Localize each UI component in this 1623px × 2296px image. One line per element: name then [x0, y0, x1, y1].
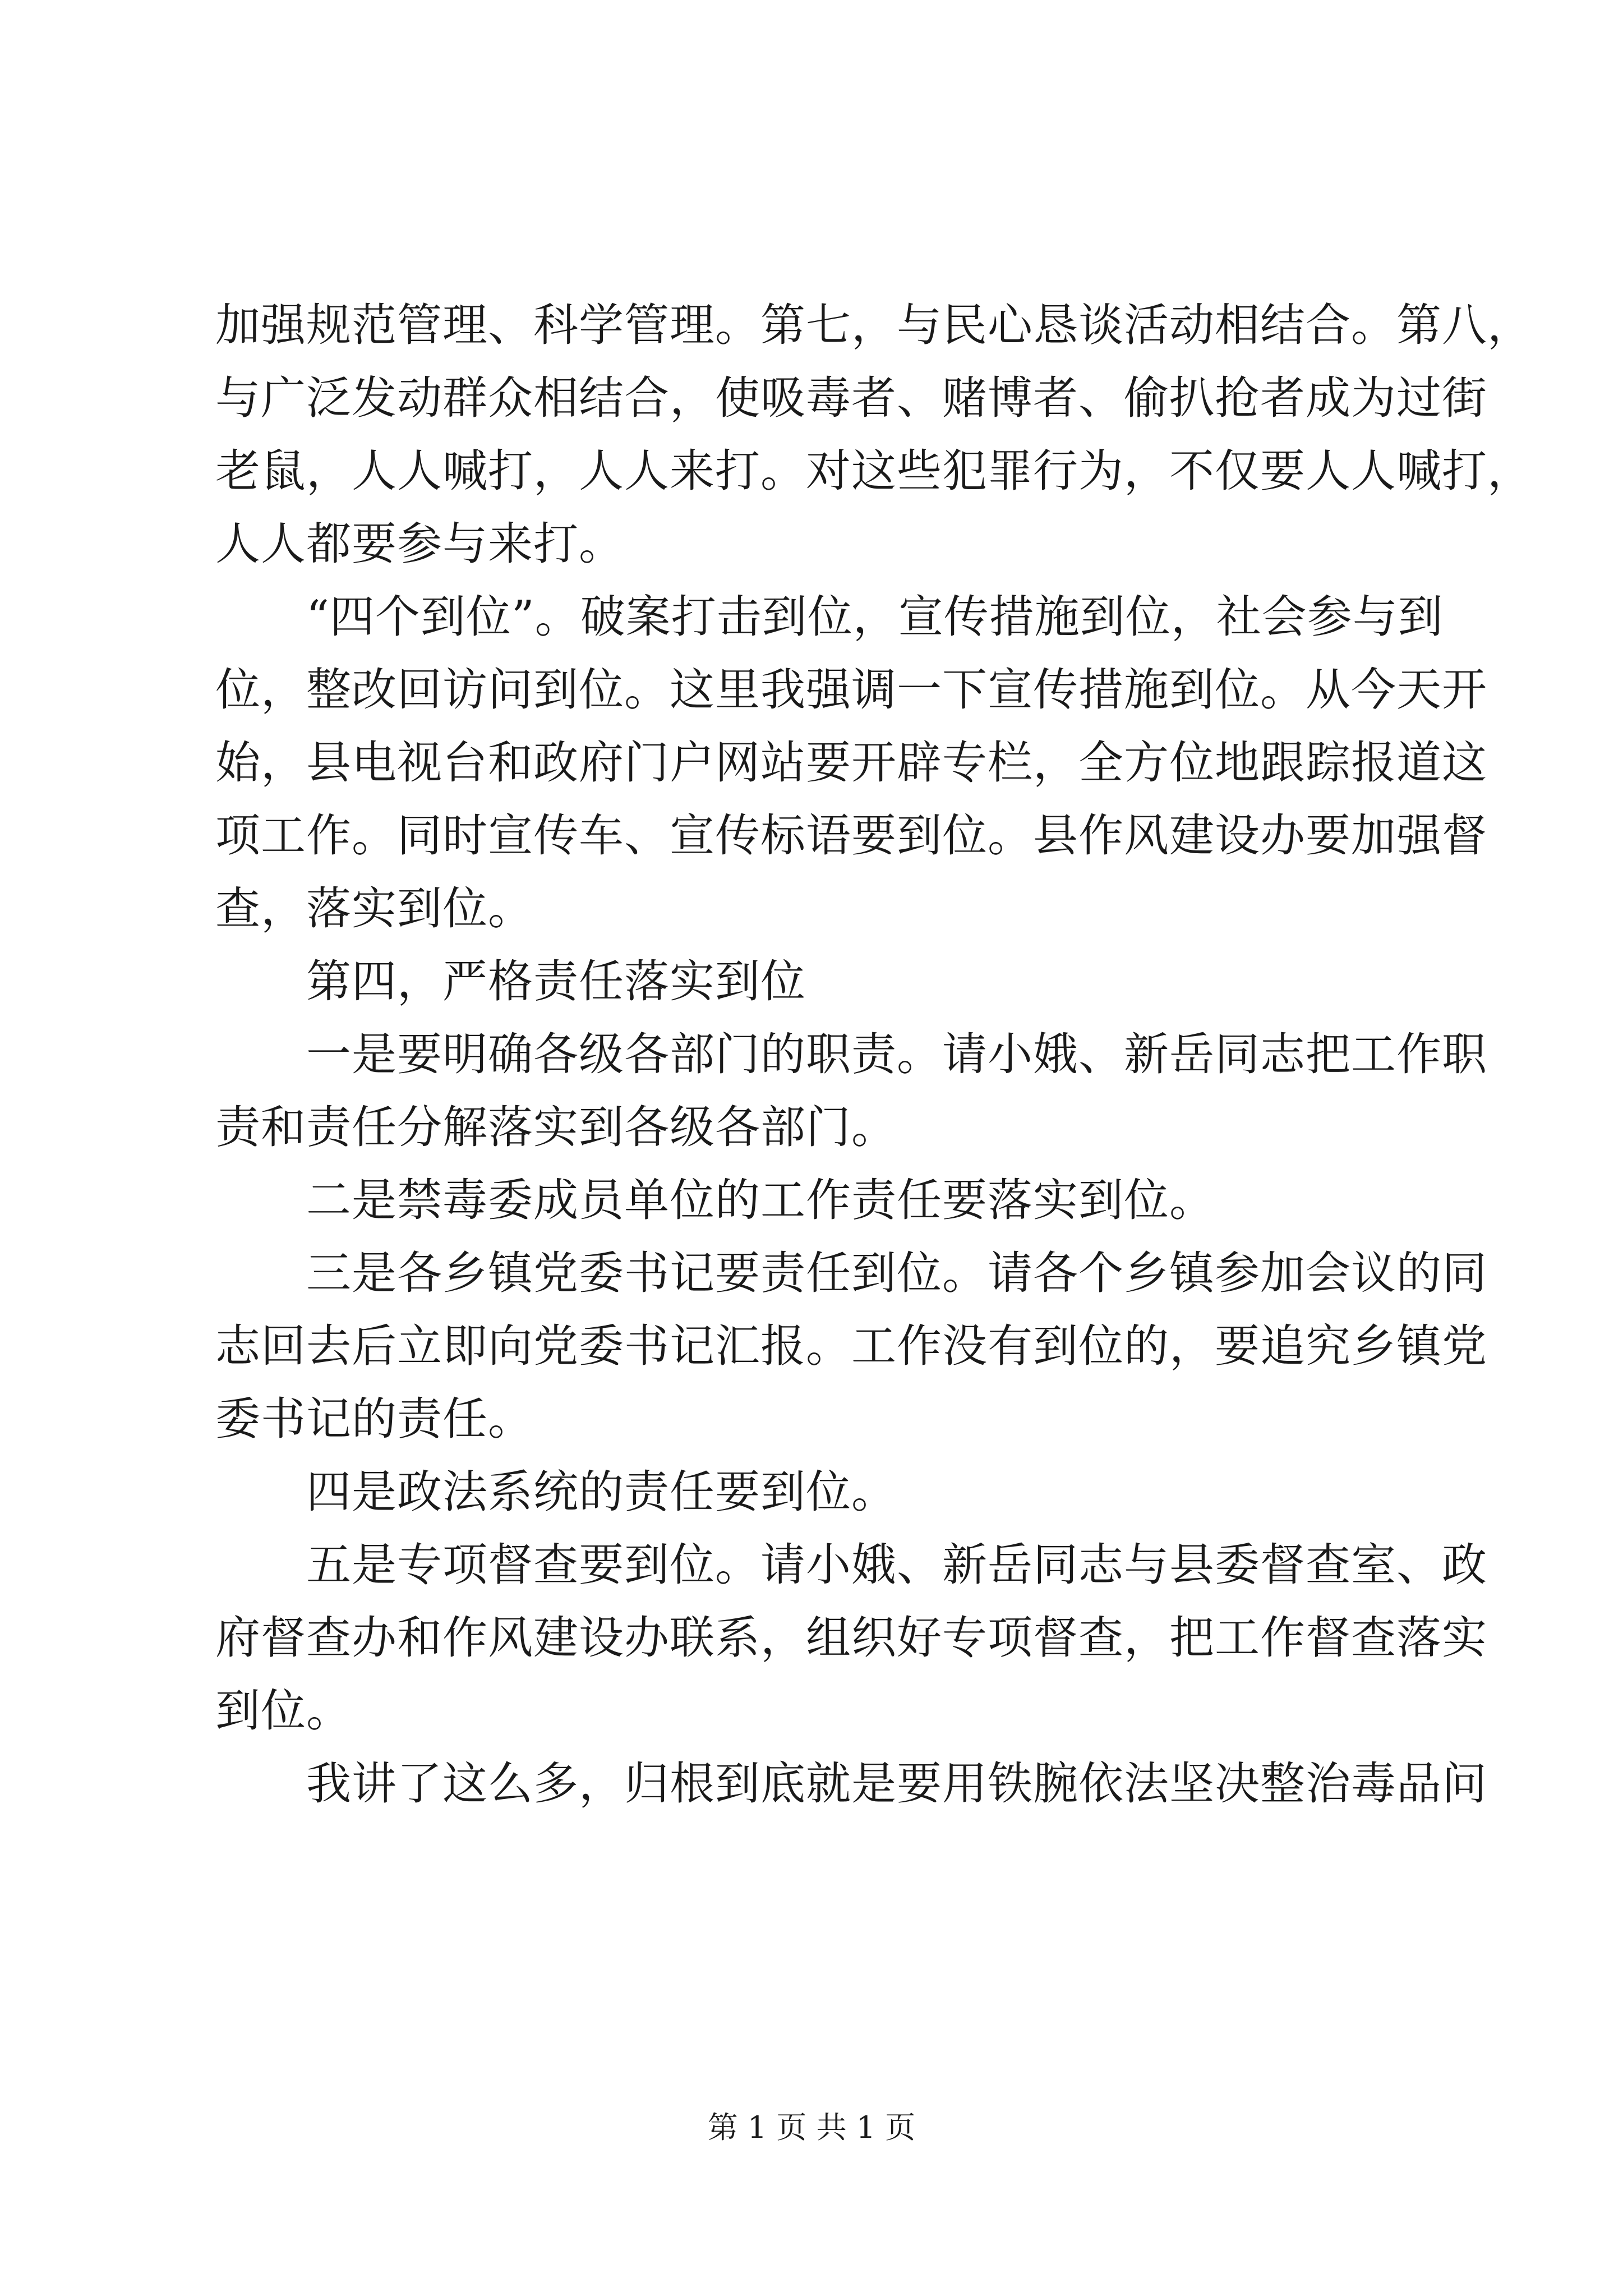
text-line: 加强规范管理、科学管理。第七，与民心恳谈活动相结合。第八， — [215, 299, 1533, 351]
text-line: 始，县电视台和政府门户网站要开辟专栏，全方位地跟踪报道这 — [215, 737, 1487, 789]
text-line: 责和责任分解落实到各级各部门。 — [215, 1101, 897, 1153]
text-line: 府督查办和作风建设办联系，组织好专项督查，把工作督查落实 — [215, 1612, 1487, 1664]
text-line: 四是政法系统的责任要到位。 — [215, 1466, 897, 1518]
text-line: 三是各乡镇党委书记要责任到位。请各个乡镇参加会议的同 — [215, 1247, 1487, 1299]
text-line: 人人都要参与来打。 — [215, 518, 624, 570]
text-line: 到位。 — [215, 1685, 352, 1737]
text-line: 项工作。同时宣传车、宣传标语要到位。县作风建设办要加强督 — [215, 809, 1487, 862]
text-line: 与广泛发动群众相结合，使吸毒者、赌博者、偷扒抢者成为过街 — [215, 372, 1487, 424]
text-line: 查，落实到位。 — [215, 882, 533, 935]
text-line: 一是要明确各级各部门的职责。请小娥、新岳同志把工作职 — [215, 1028, 1487, 1080]
text-line: 委书记的责任。 — [215, 1393, 533, 1445]
text-line: “四个到位”。破案打击到位，宣传措施到位，社会参与到 — [215, 591, 1444, 643]
section-heading: 第四，严格责任落实到位 — [215, 955, 806, 1007]
document-body — [215, 289, 1533, 1820]
text-line: 我讲了这么多，归根到底就是要用铁腕依法坚决整治毒品问 — [215, 1757, 1487, 1810]
text-line: 五是专项督查要到位。请小娥、新岳同志与县委督查室、政 — [215, 1539, 1487, 1591]
text-line: 老鼠，人人喊打，人人来打。对这些犯罪行为，不仅要人人喊打， — [215, 445, 1533, 497]
text-line: 位，整改回访问到位。这里我强调一下宣传措施到位。从今天开 — [215, 664, 1487, 716]
text-line: 二是禁毒委成员单位的工作责任要落实到位。 — [215, 1174, 1215, 1226]
text-line: 志回去后立即向党委书记汇报。工作没有到位的，要追究乡镇党 — [215, 1320, 1487, 1372]
page-footer: 第 1 页 共 1 页 — [707, 2110, 916, 2145]
